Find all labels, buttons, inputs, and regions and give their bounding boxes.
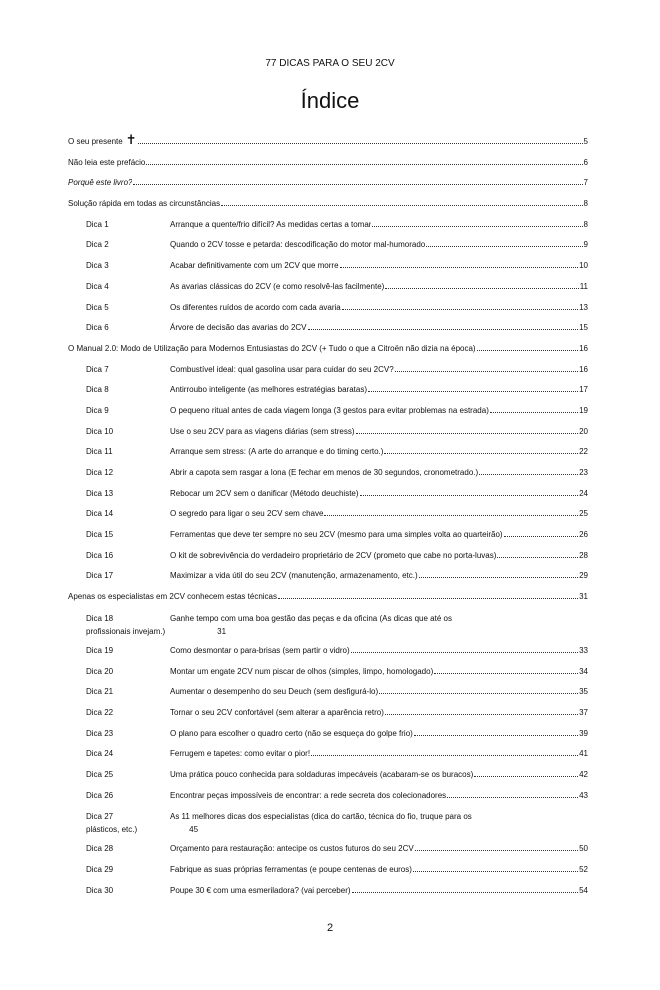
toc-entry[interactable] (68, 465, 588, 486)
toc-page-number: 19 (579, 405, 588, 415)
dot-leader (308, 329, 579, 330)
toc-page-number: 17 (579, 385, 588, 395)
tip-number: Dica 11 (86, 447, 113, 457)
toc-page-number: 28 (579, 550, 588, 560)
toc-entry-title: Solução rápida em todas as circunstâncias (68, 199, 221, 209)
dot-leader (368, 391, 578, 392)
dot-leader (385, 288, 578, 289)
tip-number: Dica 10 (86, 426, 114, 436)
dot-leader (379, 693, 578, 694)
toc-entry-title-continued: plásticos, etc.) (86, 825, 138, 835)
dot-leader (221, 205, 582, 206)
dot-leader (395, 371, 578, 372)
toc-entry-title: O plano para escolher o quadro certo (não se esqueça do golpe frio) (170, 728, 413, 738)
dot-leader (479, 474, 578, 475)
toc-page-number: 9 (583, 240, 588, 250)
toc-entry-title: Poupe 30 € com uma esmeriladora? (vai perceber) (170, 885, 351, 895)
toc-entry-title: As 11 melhores dicas dos especialistas (dica do cartão, técnica do fio, truque para os (170, 812, 472, 822)
dot-leader (278, 598, 578, 599)
dot-leader (434, 673, 578, 674)
tip-number: Dica 28 (86, 844, 114, 854)
tip-number: Dica 17 (86, 571, 114, 581)
toc-page-number: 45 (189, 825, 199, 835)
toc-entry[interactable] (68, 808, 588, 841)
dot-leader (497, 557, 578, 558)
toc-entry[interactable] (68, 217, 588, 238)
toc-page-number: 20 (579, 426, 588, 436)
dot-leader (426, 246, 582, 247)
tip-number: Dica 24 (86, 749, 114, 759)
toc-page-number: 52 (579, 865, 588, 874)
dot-leader (385, 714, 578, 715)
dot-leader (384, 453, 578, 454)
toc-entry-title: Os diferentes ruídos de acordo com cada avaria (170, 302, 341, 312)
dot-leader (414, 735, 578, 736)
toc-entry-title: Ganhe tempo com uma boa gestão das peças e da oficina (As dicas que até os (170, 613, 452, 623)
tip-number: Dica 8 (86, 385, 109, 395)
toc-page-number: 25 (579, 509, 588, 519)
dot-leader (415, 850, 578, 851)
tip-number: Dica 19 (86, 645, 114, 655)
toc-entry-title: Combustível ideal: qual gasolina usar para cuidar do seu 2CV? (170, 364, 394, 374)
tip-number: Dica 13 (86, 488, 114, 498)
tip-number: Dica 25 (86, 769, 114, 779)
toc-section-entry[interactable] (68, 134, 588, 155)
toc-entry-title: Como desmontar o para-brisas (sem partir o vidro) (170, 645, 350, 655)
toc-entry[interactable] (68, 403, 588, 424)
tip-number: Dica 21 (86, 687, 114, 697)
toc-page-number: 11 (579, 281, 588, 291)
toc-entry[interactable] (68, 258, 588, 279)
toc-entry-title: Porquê este livro? (68, 178, 133, 188)
toc-entry-title: Rebocar um 2CV sem o danificar (Método deuchiste) (170, 488, 359, 498)
toc-page-number: 33 (579, 645, 588, 655)
page-title: Índice (300, 88, 360, 113)
toc-section-entry[interactable] (68, 155, 588, 176)
toc-page-number: 23 (579, 468, 588, 477)
toc-page-number: 10 (579, 261, 588, 271)
toc-page-number: 8 (583, 219, 588, 229)
toc-entry-title: O Manual 2.0: Modo de Utilização para Modernos Entusiastas do 2CV (+ Tudo o que a Citroën não dizia na época) (68, 343, 476, 353)
toc-page-number: 5 (583, 137, 588, 146)
tip-number: Dica 1 (86, 219, 109, 229)
toc-entry[interactable] (68, 746, 588, 767)
tip-number: Dica 6 (86, 323, 109, 333)
toc-entry-title: Tornar o seu 2CV confortável (sem alterar a aparência retro) (170, 707, 384, 717)
toc-entry-title: Arranque sem stress: (A arte do arranque e do timing certo.) (170, 447, 384, 457)
toc-page-number: 7 (583, 178, 588, 188)
tip-number: Dica 29 (86, 865, 114, 874)
toc-entry-title: Ferrugem e tapetes: como evitar o pior! (170, 749, 311, 759)
toc-entry-title: Abrir a capota sem rasgar a lona (E fechar em menos de 30 segundos, cronometrado.) (170, 468, 479, 477)
tip-number: Dica 7 (86, 364, 109, 374)
dot-leader (413, 871, 578, 872)
toc-entry-title: Use o seu 2CV para as viagens diárias (sem stress) (170, 426, 355, 436)
tip-number: Dica 20 (86, 666, 114, 676)
cross-icon: ✝ (125, 132, 137, 147)
toc-page-number: 15 (579, 323, 588, 333)
toc-page-number: 8 (583, 199, 588, 209)
dot-leader (360, 495, 579, 496)
toc-entry-title: Árvore de decisão das avarias do 2CV (170, 323, 307, 333)
toc-page-number: 26 (579, 530, 588, 540)
dot-leader (351, 652, 578, 653)
toc-section-entry[interactable] (68, 175, 588, 196)
dot-leader (490, 412, 578, 413)
toc-entry-title: Uma prática pouco conhecida para soldaduras impecáveis (acabaram-se os buracos) (170, 769, 474, 779)
tip-number: Dica 9 (86, 405, 109, 415)
dot-leader (342, 309, 578, 310)
toc-page-number: 24 (579, 488, 588, 498)
toc-section-entry[interactable] (68, 589, 588, 610)
toc-entry[interactable] (68, 527, 588, 548)
dot-leader (311, 755, 578, 756)
toc-entry-title: O segredo para ligar o seu 2CV sem chave (170, 509, 324, 519)
toc-entry[interactable] (68, 767, 588, 788)
toc-entry[interactable] (68, 486, 588, 507)
tip-number: Dica 22 (86, 707, 114, 717)
tip-number: Dica 14 (86, 509, 114, 519)
dot-leader (138, 143, 583, 144)
toc-page-number: 22 (579, 447, 588, 457)
toc-page-number: 42 (579, 769, 588, 779)
tip-number: Dica 27 (86, 812, 114, 822)
toc-entry[interactable] (68, 841, 588, 862)
table-of-contents (68, 134, 588, 903)
toc-entry-title: O pequeno ritual antes de cada viagem longa (3 gestos para evitar problemas na estrada) (170, 405, 489, 415)
toc-entry[interactable] (68, 788, 588, 809)
dot-leader (372, 226, 582, 227)
dot-leader (447, 797, 578, 798)
toc-entry-title: O kit de sobrevivência do verdadeiro proprietário de 2CV (prometo que cabe no porta-luvas) (170, 550, 497, 560)
tip-number: Dica 12 (86, 468, 114, 477)
toc-entry-title: Encontrar peças impossíveis de encontrar: a rede secreta dos colecionadores (170, 790, 447, 800)
toc-entry[interactable] (68, 862, 588, 883)
dot-leader (477, 350, 579, 351)
toc-entry[interactable] (68, 320, 588, 341)
toc-entry-title: Antirroubo inteligente (as melhores estratégias baratas) (170, 385, 367, 395)
toc-entry-title: Aumentar o desempenho do seu Deuch (sem desfigurá-lo) (170, 687, 379, 697)
toc-entry-title: Montar um engate 2CV num piscar de olhos (simples, limpo, homologado) (170, 666, 434, 676)
toc-page-number: 6 (583, 157, 588, 167)
toc-entry[interactable] (68, 279, 588, 300)
toc-entry[interactable] (68, 444, 588, 465)
tip-number: Dica 4 (86, 281, 109, 291)
dot-leader (504, 536, 578, 537)
toc-entry-title: Ferramentas que deve ter sempre no seu 2CV (mesmo para uma simples volta ao quarteirão) (170, 530, 503, 540)
dot-leader (356, 433, 579, 434)
toc-entry-title: Arranque a quente/frio difícil? As medidas certas a tomar (170, 219, 372, 229)
toc-entry-title: As avarias clássicas do 2CV (e como resolvê-las facilmente) (170, 281, 385, 291)
tip-number: Dica 2 (86, 240, 109, 250)
toc-page-number: 31 (217, 626, 227, 636)
toc-entry[interactable] (68, 883, 588, 904)
toc-entry-title: Fabrique as suas próprias ferramentas (e poupe centenas de euros) (170, 865, 412, 874)
toc-entry[interactable] (68, 300, 588, 321)
tip-number: Dica 30 (86, 885, 114, 895)
toc-entry[interactable] (68, 726, 588, 747)
toc-page-number: 41 (579, 749, 588, 759)
dot-leader (352, 892, 579, 893)
dot-leader (419, 577, 578, 578)
toc-entry-title: Acabar definitivamente com um 2CV que morre (170, 261, 339, 271)
running-header: 77 DICAS PARA O SEU 2CV (265, 58, 395, 69)
tip-number: Dica 26 (86, 790, 114, 800)
tip-number: Dica 18 (86, 613, 114, 623)
toc-page-number: 16 (579, 343, 588, 353)
toc-entry-title-continued: profissionais invejam.) (86, 626, 166, 636)
toc-entry[interactable] (68, 237, 588, 258)
tip-number: Dica 5 (86, 302, 109, 312)
tip-number: Dica 16 (86, 550, 114, 560)
toc-page-number: 43 (579, 790, 588, 800)
toc-entry-title: Quando o 2CV tosse e petarda: descodificação do motor mal-humorado (170, 240, 426, 250)
tip-number: Dica 3 (86, 261, 109, 271)
toc-entry[interactable] (68, 382, 588, 403)
toc-page-number: 37 (579, 707, 588, 717)
toc-page-number: 34 (579, 666, 588, 676)
toc-page-number: 50 (579, 844, 588, 854)
dot-leader (340, 267, 579, 268)
toc-section-entry[interactable] (68, 196, 588, 217)
toc-entry[interactable] (68, 568, 588, 589)
toc-entry[interactable] (68, 362, 588, 383)
toc-entry-title: O seu presente (68, 137, 123, 146)
tip-number: Dica 23 (86, 728, 114, 738)
dot-leader (146, 164, 582, 165)
toc-entry[interactable] (68, 684, 588, 705)
toc-section-entry[interactable] (68, 341, 588, 362)
toc-entry[interactable] (68, 610, 588, 643)
toc-page-number: 29 (579, 571, 588, 581)
toc-entry[interactable] (68, 705, 588, 726)
toc-page-number: 13 (579, 302, 588, 312)
toc-entry[interactable] (68, 664, 588, 685)
toc-page-number: 54 (579, 885, 588, 895)
tip-number: Dica 15 (86, 530, 114, 540)
toc-entry[interactable] (68, 506, 588, 527)
dot-leader (474, 776, 578, 777)
toc-entry-title: Apenas os especialistas em 2CV conhecem estas técnicas (68, 592, 277, 602)
dot-leader (133, 184, 582, 185)
toc-page-number: 31 (579, 592, 588, 602)
toc-entry[interactable] (68, 424, 588, 445)
toc-entry[interactable] (68, 643, 588, 664)
toc-page-number: 39 (579, 728, 588, 738)
page-number: 2 (326, 922, 334, 934)
toc-entry-title: Orçamento para restauração: antecipe os custos futuros do seu 2CV (170, 844, 414, 854)
toc-page-number: 16 (579, 364, 588, 374)
toc-entry-title: Maximizar a vida útil do seu 2CV (manutenção, armazenamento, etc.) (170, 571, 418, 581)
toc-page-number: 35 (579, 687, 588, 697)
toc-entry-title: Não leia este prefácio (68, 157, 146, 167)
toc-entry[interactable] (68, 548, 588, 569)
dot-leader (324, 515, 578, 516)
